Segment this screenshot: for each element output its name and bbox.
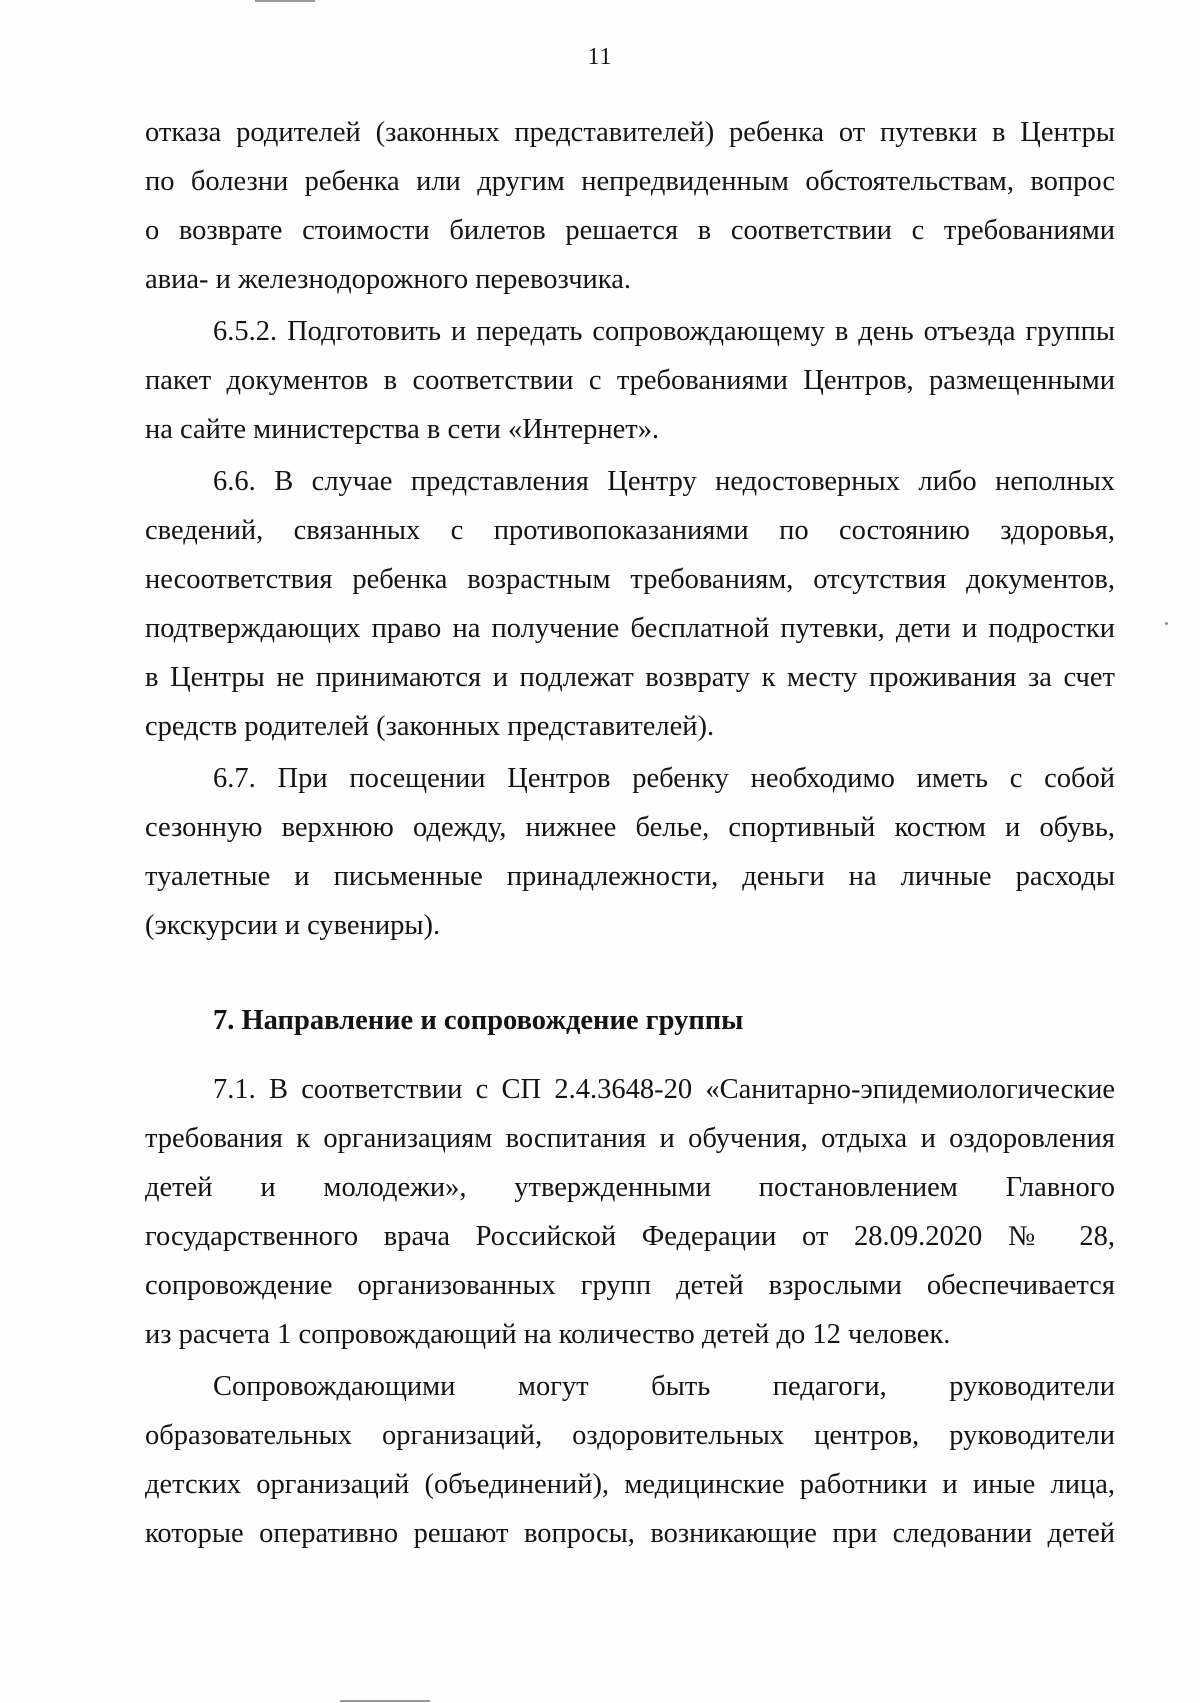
paragraph-6-6 bbox=[145, 457, 1115, 751]
text-line: 6.7. При посещении Центров ребенку необходимо иметь с собой bbox=[213, 763, 1115, 794]
document-body bbox=[145, 108, 1115, 1558]
text-line: подтверждающих право на получение бесплатной путевки, дети и подростки bbox=[145, 613, 1115, 644]
text-line: сопровождение организованных групп детей взрослыми обеспечивается bbox=[145, 1270, 1115, 1301]
page-number: 11 bbox=[587, 44, 613, 70]
paragraph-6-5-2 bbox=[145, 307, 1115, 454]
paragraph-7-1 bbox=[145, 1065, 1115, 1359]
text-line: которые оперативно решают вопросы, возникающие при следовании детей bbox=[145, 1518, 1115, 1549]
text-line: по болезни ребенка или другим непредвиденным обстоятельствам, вопрос bbox=[145, 166, 1115, 197]
paragraph-1 bbox=[145, 108, 1115, 304]
text-line: требования к организациям воспитания и обучения, отдыха и оздоровления bbox=[145, 1123, 1115, 1154]
text-line: из расчета 1 сопровождающий на количество детей до 12 человек. bbox=[145, 1319, 951, 1350]
text-line: средств родителей (законных представителей). bbox=[145, 711, 715, 742]
section-title: 7. Направление и сопровождение группы bbox=[213, 1005, 744, 1036]
text-line: 6.5.2. Подготовить и передать сопровождающему в день отъезда группы bbox=[213, 316, 1115, 347]
text-line: государственного врача Российской Федерации от 28.09.2020 № 28, bbox=[145, 1221, 1115, 1252]
text-line: туалетные и письменные принадлежности, деньги на личные расходы bbox=[145, 861, 1115, 892]
text-line: несоответствия ребенка возрастным требованиям, отсутствия документов, bbox=[145, 564, 1115, 595]
text-line: 6.6. В случае представления Центру недостоверных либо неполных bbox=[213, 466, 1115, 497]
text-line: образовательных организаций, оздоровительных центров, руководители bbox=[145, 1420, 1115, 1451]
text-line: детей и молодежи», утвержденными постановлением Главного bbox=[145, 1172, 1115, 1203]
text-line: 7.1. В соответствии с СП 2.4.3648-20 «Санитарно-эпидемиологические bbox=[213, 1074, 1115, 1105]
text-line: сезонную верхнюю одежду, нижнее белье, спортивный костюм и обувь, bbox=[145, 812, 1115, 843]
text-line: детских организаций (объединений), медицинские работники и иные лица, bbox=[145, 1469, 1115, 1500]
text-line: авиа- и железнодорожного перевозчика. bbox=[145, 264, 631, 295]
text-line: на сайте министерства в сети «Интернет». bbox=[145, 414, 660, 445]
text-line: в Центры не принимаются и подлежат возврату к месту проживания за счет bbox=[145, 662, 1115, 693]
scan-artifact-top bbox=[255, 0, 315, 2]
scan-artifact-bottom bbox=[340, 1700, 430, 1702]
text-line: сведений, связанных с противопоказаниями по состоянию здоровья, bbox=[145, 515, 1115, 546]
text-line: о возврате стоимости билетов решается в соответствии с требованиями bbox=[145, 215, 1115, 246]
scan-artifact-dot bbox=[1165, 622, 1168, 625]
paragraph-escorts bbox=[145, 1362, 1115, 1558]
text-line: отказа родителей (законных представителей) ребенка от путевки в Центры bbox=[145, 117, 1115, 148]
text-line: Сопровождающими могут быть педагоги, руководители bbox=[213, 1371, 1115, 1402]
text-line: пакет документов в соответствии с требованиями Центров, размещенными bbox=[145, 365, 1115, 396]
text-line: (экскурсии и сувениры). bbox=[145, 910, 441, 941]
paragraph-6-7 bbox=[145, 754, 1115, 950]
